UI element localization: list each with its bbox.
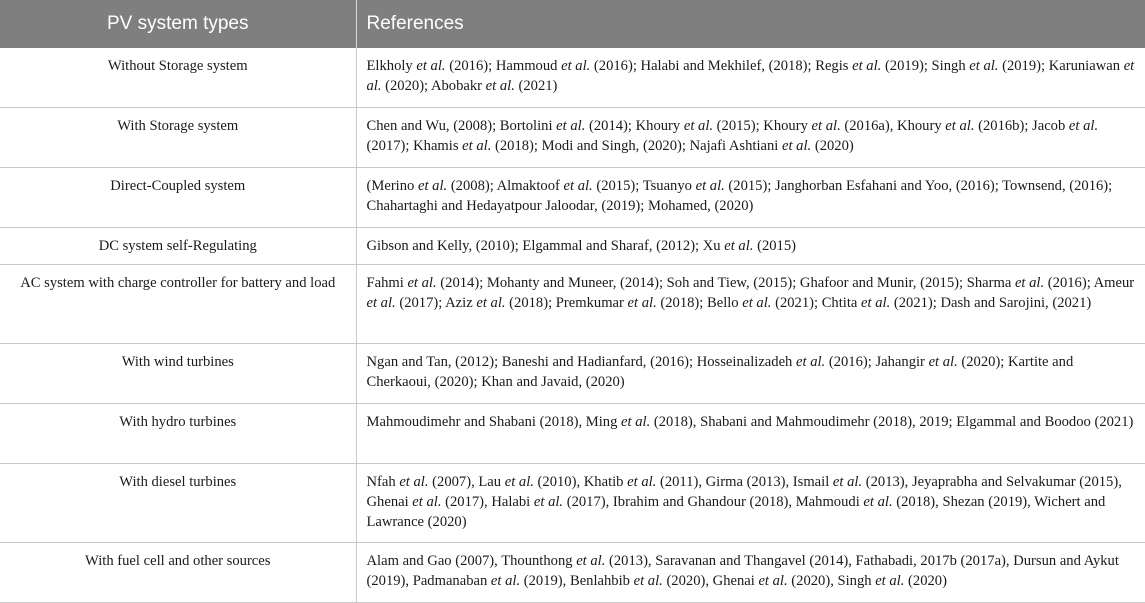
et-al-italic: et al. [621,414,651,430]
et-al-italic: et al. [742,295,772,311]
table-row [0,48,1145,108]
pv-system-type-cell: With diesel turbines [0,464,356,543]
table-row [0,265,1145,344]
et-al-italic: et al. [399,474,429,490]
references-cell: Chen and Wu, (2008); Bortolini et al. (2014); Khoury et al. (2015); Khoury et al. (2016a), Khoury et al. (2016b); Jacob et al. (2017); Khamis et al. (2018); Modi and Singh, (2020); Najafi Ashtiani et al. (2020) [356,108,1145,168]
references-cell: Ngan and Tan, (2012); Baneshi and Hadianfard, (2016); Hosseinalizadeh et al. (2016); Jahangir et al. (2020); Kartite and Cherkaoui, (2020); Khan and Javaid, (2020) [356,344,1145,404]
et-al-italic: et al. [476,295,506,311]
table-row [0,464,1145,543]
column-header-pv-system-types: PV system types [0,0,356,48]
pv-system-type-cell: DC system self-Regulating [0,228,356,265]
et-al-italic: et al. [556,118,586,134]
et-al-italic: et al. [563,178,593,194]
et-al-italic: et al. [863,494,893,510]
table-row [0,543,1145,603]
pv-system-type-cell: AC system with charge controller for battery and load [0,265,356,344]
et-al-italic: et al. [1068,118,1099,134]
references-cell: Gibson and Kelly, (2010); Elgammal and Sharaf, (2012); Xu et al. (2015) [356,228,1145,265]
table-row [0,404,1145,464]
et-al-italic: et al. [407,275,437,291]
et-al-italic: et al. [758,573,788,589]
et-al-italic: et al. [366,295,396,311]
et-al-italic: et al. [782,138,812,154]
table-row [0,168,1145,228]
table-row [0,108,1145,168]
references-cell: Nfah et al. (2007), Lau et al. (2010), Khatib et al. (2011), Girma (2013), Ismail et al. (2013), Jeyaprabha and Selvakumar (2015), Ghenai et al. (2017), Halabi et al. (2017), Ibrahim and Ghandour (2018), Mahmoudi et al. (2018), Shezan (2019), Wichert and Lawrance (2020) [356,464,1145,543]
et-al-italic: et al. [490,573,521,589]
et-al-italic: et al. [852,58,882,74]
references-cell: Elkholy et al. (2016); Hammoud et al. (2016); Halabi and Mekhilef, (2018); Regis et al. (2019); Singh et al. (2019); Karuniawan et al. (2020); Abobakr et al. (2021) [356,48,1145,108]
et-al-italic: et al. [1014,275,1045,291]
et-al-italic: et al. [875,573,905,589]
references-cell: (Merino et al. (2008); Almaktoof et al. (2015); Tsuanyo et al. (2015); Janghorban Esfahani and Yoo, (2016); Townsend, (2016); Chahartaghi and Hedayatpour Jaloodar, (2019); Mohamed, (2020) [356,168,1145,228]
et-al-italic: et al. [627,295,657,311]
et-al-italic: et al. [695,178,725,194]
references-cell: Alam and Gao (2007), Thounthong et al. (2013), Saravanan and Thangavel (2014), Fathabadi, 2017b (2017a), Dursun and Aykut (2019), Padmanaban et al. (2019), Benlahbib et al. (2020), Ghenai et al. (2020), Singh et al. (2020) [356,543,1145,603]
et-al-italic: et al. [928,354,958,370]
table-row [0,344,1145,404]
et-al-italic: et al. [945,118,975,134]
column-header-references: References [356,0,1145,48]
et-al-italic: et al. [627,474,657,490]
et-al-italic: et al. [861,295,891,311]
references-cell: Fahmi et al. (2014); Mohanty and Muneer, (2014); Soh and Tiew, (2015); Ghafoor and Munir, (2015); Sharma et al. (2016); Ameur et al. (2017); Aziz et al. (2018); Premkumar et al. (2018); Bello et al. (2021); Chtita et al. (2021); Dash and Sarojini, (2021) [356,265,1145,344]
et-al-italic: et al. [832,474,863,490]
et-al-italic: et al. [576,553,606,569]
et-al-italic: et al. [366,58,1135,94]
et-al-italic: et al. [412,494,442,510]
et-al-italic: et al. [504,474,534,490]
et-al-italic: et al. [683,118,714,134]
et-al-italic: et al. [969,58,999,74]
pv-system-type-cell: With Storage system [0,108,356,168]
et-al-italic: et al. [416,58,446,74]
et-al-italic: et al. [485,78,515,94]
et-al-italic: et al. [633,573,663,589]
pv-system-type-cell: With wind turbines [0,344,356,404]
table-row [0,228,1145,265]
et-al-italic: et al. [724,238,754,254]
et-al-italic: et al. [417,178,448,194]
pv-system-type-cell: With fuel cell and other sources [0,543,356,603]
table-header-row [0,0,1145,48]
et-al-italic: et al. [533,494,564,510]
pv-system-type-cell: With hydro turbines [0,404,356,464]
et-al-italic: et al. [462,138,492,154]
et-al-italic: et al. [811,118,841,134]
et-al-italic: et al. [796,354,826,370]
pv-system-type-cell: Direct-Coupled system [0,168,356,228]
references-cell: Mahmoudimehr and Shabani (2018), Ming et al. (2018), Shabani and Mahmoudimehr (2018), 2019; Elgammal and Boodoo (2021) [356,404,1145,464]
pv-system-type-cell: Without Storage system [0,48,356,108]
et-al-italic: et al. [561,58,591,74]
